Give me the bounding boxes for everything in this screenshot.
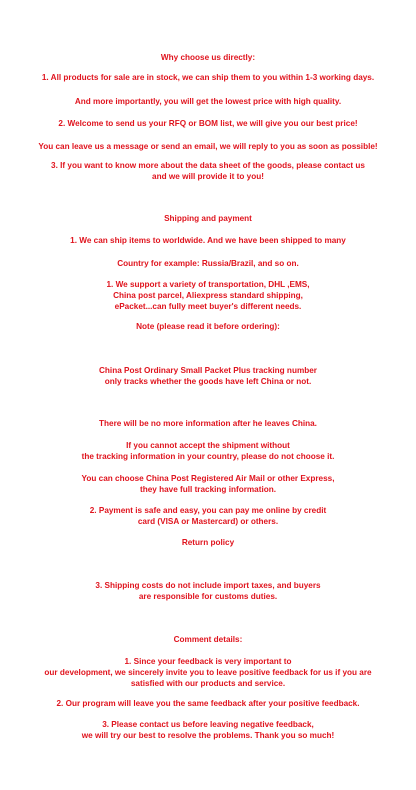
shipping-paragraph-4-line-1: China Post Ordinary Small Packet Plus tracking number [99,366,317,375]
why-paragraph-2: And more importantly, you will get the lowest price with high quality. [74,97,342,106]
comment-paragraph-1-line-2: our development, we sincerely invite you to leave positive feedback for us if you are [44,668,372,677]
shipping-paragraph-6-line-2: the tracking information in your country, please do not choose it. [81,452,335,461]
comment-paragraph-1-line-1: 1. Since your feedback is very important to [124,657,292,666]
shipping-paragraph-3-line-2: China post parcel, Aliexpress standard shipping, [113,291,303,300]
shipping-paragraph-3-line-1: 1. We support a variety of transportation, DHL ,EMS, [106,280,310,289]
shipping-paragraph-5: There will be no more information after he leaves China. [99,419,317,428]
why-paragraph-4: You can leave us a message or send an email, we will reply to you as soon as possible! [38,142,378,151]
shipping-note: Note (please read it before ordering): [136,322,280,331]
why-paragraph-5-line-1: 3. If you want to know more about the data sheet of the goods, please contact us [51,161,365,170]
comment-paragraph-3-line-2: we will try our best to resolve the problems. Thank you so much! [81,731,335,740]
shipping-paragraph-4-line-2: only tracks whether the goods have left China or not. [104,377,312,386]
return-policy-paragraph-1-line-1: 3. Shipping costs do not include import taxes, and buyers [95,581,321,590]
shipping-heading: Shipping and payment [164,214,252,223]
shipping-paragraph-7-line-2: they have full tracking information. [139,485,277,494]
return-policy-heading: Return policy [181,538,235,547]
comment-heading: Comment details: [173,635,243,644]
why-heading: Why choose us directly: [160,53,256,62]
comment-paragraph-1-line-3: satisfied with our products and service. [130,679,286,688]
comment-paragraph-3-line-1: 3. Please contact us before leaving negative feedback, [102,720,314,729]
why-paragraph-5-line-2: and we will provide it to you! [152,172,264,181]
shipping-paragraph-7-line-1: You can choose China Post Registered Air Mail or other Express, [81,474,335,483]
shipping-paragraph-2: Country for example: Russia/Brazil, and so on. [117,259,299,268]
comment-paragraph-2: 2. Our program will leave you the same feedback after your positive feedback. [56,699,360,708]
shipping-paragraph-8-line-1: 2. Payment is safe and easy, you can pay me online by credit [89,506,327,515]
why-paragraph-3: 2. Welcome to send us your RFQ or BOM list, we will give you our best price! [58,119,358,128]
return-policy-paragraph-1-line-2: are responsible for customs duties. [138,592,278,601]
shipping-paragraph-1: 1. We can ship items to worldwide. And we have been shipped to many [70,236,346,245]
shipping-paragraph-6-line-1: If you cannot accept the shipment without [126,441,290,450]
shipping-paragraph-3-line-3: ePacket...can fully meet buyer's different needs. [114,302,302,311]
why-paragraph-1: 1. All products for sale are in stock, we can ship them to you within 1-3 working days. [41,73,375,82]
shipping-paragraph-8-line-2: card (VISA or Mastercard) or others. [137,517,279,526]
